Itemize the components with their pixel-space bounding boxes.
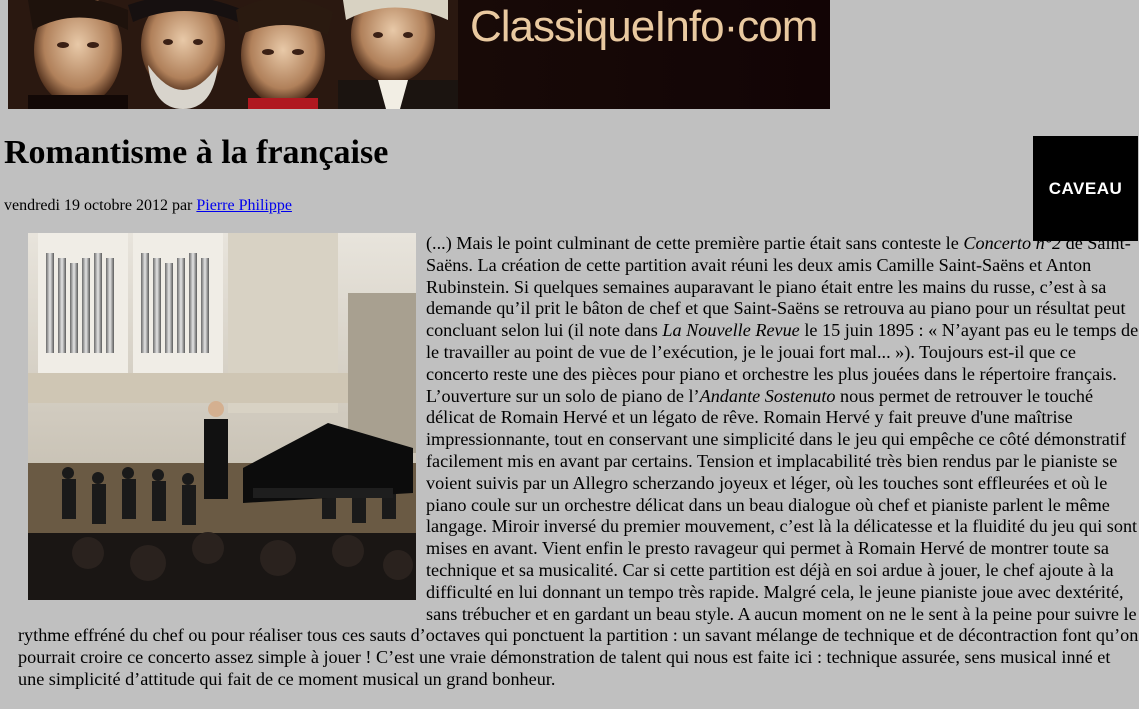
- site-banner[interactable]: [8, 0, 830, 109]
- article-meta: [4, 197, 292, 215]
- sponsor-logo[interactable]: [1033, 136, 1138, 241]
- site-brand-logo: ClassiqueInfo·com: [470, 2, 818, 51]
- author-link[interactable]: Pierre Philippe: [196, 197, 292, 214]
- article-date: vendredi 19 octobre 2012: [4, 197, 168, 214]
- concert-hall-image: [28, 233, 416, 600]
- article-title: Romantisme à la française: [4, 134, 389, 171]
- body-text: le 15 juin 1895 : « N’ayant pas eu le temps de le travailler au point de vue de l’exécution, je le jouai fort mal... »). Toujours est-il que ce concerto reste une des pièces pour piano et orchestre les plus jouées dans le répertoire français. L’ouverture sur un solo de piano de l’: [426, 320, 1139, 406]
- sponsor-label: CAVEAU: [1048, 178, 1123, 198]
- italic-work-title: La Nouvelle Revue: [662, 320, 800, 341]
- body-text: de Saint-Saëns. La création de cette partition avait réuni les deux amis Camille Saint-Saëns et Anton Rubinstein. Si quelques semaines auparavant le piano était entre les mains du russe, c’est à sa demande qu’il prit le bâton de chef et que Saint-Saëns se retrouva au piano pour un résultat peut concluant selon lui (il note dans: [426, 233, 1131, 341]
- article-by: par: [171, 197, 193, 214]
- body-text: (...) Mais le point culminant de cette première partie était sans conteste le: [426, 233, 964, 253]
- body-text: nous permet de retrouver le touché délicat de Romain Hervé et un légato de rêve. Romain Hervé y fait preuve d'une maîtrise impressionnante, tout en conservant une simplicité dans le jeu qui empêche ce côté démonstratif facilement mis en avant par certains. Tension et implacabilité très bien rendus par le pianiste se voient suivis par un Allegro scherzando joyeux et léger, où les touches sont effleurées et où le piano coule sur un orchestre délicat dans un beau dialogue où chef et pianiste parlent le même langage. Miroir inversé du premier mouvement, c’est là la délicatesse et la fluidité du jeu qui sont mises en avant. Vient enfin le presto ravageur qui permet à Romain Hervé de montrer toute sa technique et sa musicalité. Car si cette partition est déjà en soi ardue à jouer, le chef ajoute à la difficulté en lui donnant un tempo très rapide. Malgré cela, le jeune pianiste joue avec dextérité, sans trébucher et en gardant un beau style. A aucun moment on ne le sent à la peine pour suivre le rythme effréné du chef ou pour réaliser tous ces sauts d’octaves qui ponctuent la partition : un savant mélange de technique et de décontraction font qu’on pourrait croire ce concerto assez simple à jouer ! C’est une vraie démonstration de talent qui nous est faite ici : technique assurée, sens musical inné et une simplicité d’attitude qui fait de ce moment musical un grand bonheur.: [18, 385, 1139, 689]
- composer-portraits-image: [8, 0, 458, 109]
- article-body: [18, 233, 1139, 691]
- italic-work-title: Concerto n°2: [963, 233, 1062, 253]
- italic-work-title: Andante Sostenuto: [699, 385, 836, 406]
- concert-photo: [28, 233, 416, 600]
